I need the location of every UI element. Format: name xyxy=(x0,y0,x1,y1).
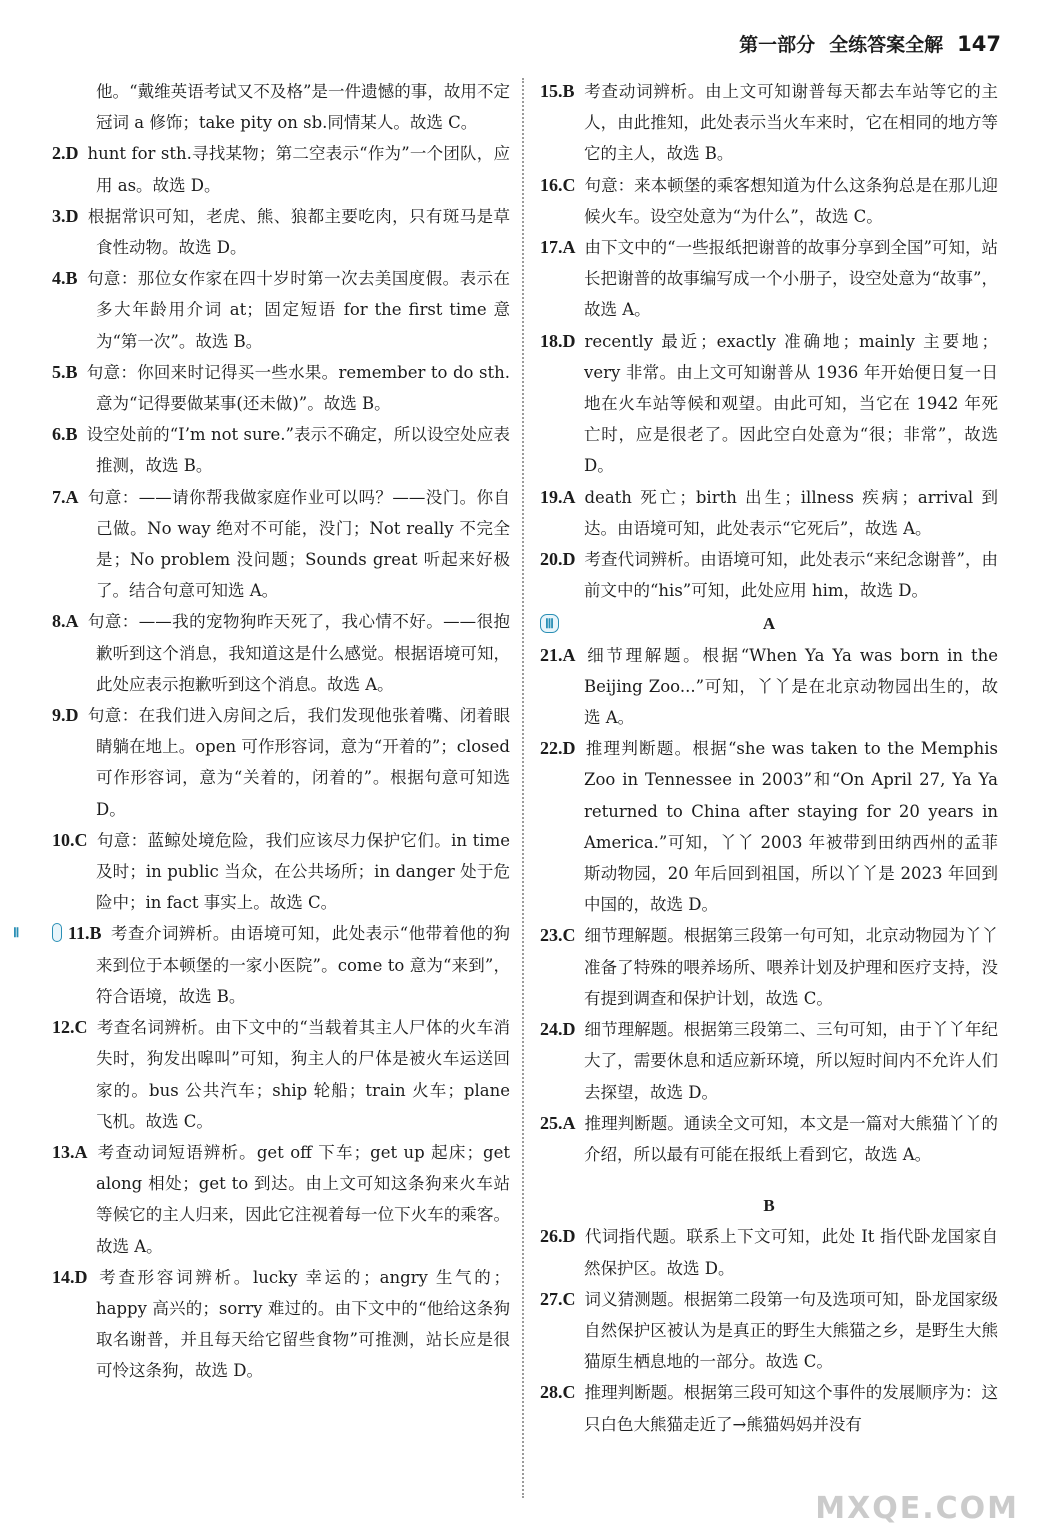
answer-entry xyxy=(52,1137,510,1262)
question-number: 17.A xyxy=(540,237,576,258)
question-number: 7.A xyxy=(52,486,79,507)
question-number: 13.A xyxy=(52,1141,88,1162)
answer-explanation: 他。“戴维英语考试又不及格”是一件遗憾的事，故用不定冠词 a 修饰；take pity on sb.同情某人。故选 C。 xyxy=(96,82,510,133)
answer-entry xyxy=(52,606,510,700)
answer-explanation: 设空处前的“I’m not sure.”表示不确定，所以设空处应表推测，故选 B。 xyxy=(86,425,510,476)
section-heading-label: B xyxy=(763,1196,775,1216)
answer-explanation: 考查动词短语辨析。get off 下车；get up 起床；get along 相处；get to 到达。由上文可知这条狗来火车站等候它的主人归来，因此它注视着每一位下火车的乘客。故选 A。 xyxy=(96,1142,510,1256)
watermark: MXQE.COM xyxy=(815,1491,1019,1526)
answer-entry xyxy=(52,482,510,607)
question-number: 14.D xyxy=(52,1266,88,1287)
question-number: 12.C xyxy=(52,1017,88,1038)
answer-entry xyxy=(52,201,510,263)
answer-explanation: 句意：——我的宠物狗昨天死了，我心情不好。——很抱歉听到这个消息，我知道这是什么感觉。根据语境可知，此处应表示抱歉听到这个消息。故选 A。 xyxy=(87,612,510,694)
question-number: 5.B xyxy=(52,361,78,382)
answer-entry xyxy=(540,1014,998,1108)
page-number: 147 xyxy=(957,32,1001,56)
question-number: 3.D xyxy=(52,205,79,226)
question-number: 15.B xyxy=(540,81,575,101)
right-column xyxy=(540,76,998,1440)
answer-entry xyxy=(52,357,510,419)
answer-entry xyxy=(52,700,510,825)
section-heading-label: A xyxy=(762,614,776,634)
question-number: 24.D xyxy=(540,1019,576,1040)
answer-entry xyxy=(52,825,510,919)
answer-entry xyxy=(540,1284,998,1378)
answer-entry xyxy=(13,918,510,1012)
answer-explanation: recently 最近；exactly 准确地；mainly 主要地；very 非常。由上文可知谢普从 1936 年开始便日复一日地在火车站等候和观望。由此可知，当它在 1942 年死亡时，应是很老了。因此空白处意为“很；非常”，故选 D。 xyxy=(584,331,998,476)
question-number: 23.C xyxy=(540,925,576,946)
question-number: 26.D xyxy=(540,1226,576,1247)
answer-entry xyxy=(52,419,510,481)
answer-entry xyxy=(540,170,998,232)
question-number: 27.C xyxy=(540,1288,576,1309)
answer-explanation: 句意：你回来时记得买一些水果。remember to do sth.意为“记得要做某事(还未做)”。故选 B。 xyxy=(86,362,510,414)
answer-entry xyxy=(52,138,510,200)
answer-entry xyxy=(540,482,998,544)
answer-explanation: 细节理解题。根据“When Ya Ya was born in the Beijing Zoo...”可知，丫丫是在北京动物园出生的，故选 A。 xyxy=(584,645,998,728)
answer-explanation: death 死亡；birth 出生；illness 疾病；arrival 到达。由语境可知，此处表示“它死后”，故选 A。 xyxy=(584,487,998,538)
answer-explanation: 细节理解题。根据第三段第二、三句可知，由于丫丫年纪大了，需要休息和适应新环境，所以短时间内不允许人们去探望，故选 D。 xyxy=(584,1020,998,1102)
section-badge: Ⅱ xyxy=(52,923,62,942)
answer-explanation: 考查名词辨析。由下文中的“当载着其主人尸体的火车消失时，狗发出嗥叫”可知，狗主人的尸体是被火车运送回家的。bus 公共汽车；ship 轮船；train 火车；plane 飞机。故选 C。 xyxy=(96,1018,510,1131)
answer-entry xyxy=(540,1221,998,1283)
answer-explanation: 句意：——请你帮我做家庭作业可以吗？——没门。你自己做。No way 绝对不可能，没门；Not really 不完全是；No problem 没问题；Sounds great 听起来好极了。结合句意可知选 A。 xyxy=(87,487,510,601)
question-number: 20.D xyxy=(540,549,576,570)
question-number: 28.C xyxy=(540,1382,576,1403)
section-heading xyxy=(540,608,998,639)
answer-entry xyxy=(540,544,998,606)
question-number: 11.B xyxy=(68,923,102,944)
answer-explanation: 代词指代题。联系上下文可知，此处 It 指代卧龙国家自然保护区。故选 D。 xyxy=(584,1227,998,1278)
answer-explanation: 考查形容词辨析。lucky 幸运的；angry 生气的；happy 高兴的；sorry 难过的。由下文中的“他给这条狗取名谢普，并且每天给它留些食物”可推测，站长应是很可怜这条狗，故选 D。 xyxy=(96,1267,510,1381)
answer-entry xyxy=(540,1108,998,1170)
section-badge: Ⅲ xyxy=(540,614,559,633)
answer-entry xyxy=(52,1262,510,1387)
question-number: 10.C xyxy=(52,829,88,850)
answer-explanation: 推理判断题。通读全文可知，本文是一篇对大熊猫丫丫的介绍，所以最有可能在报纸上看到它，故选 A。 xyxy=(584,1113,998,1164)
answer-entry xyxy=(540,920,998,1014)
answer-explanation: 考查介词辨析。由语境可知，此处表示“他带着他的狗来到位于本顿堡的一家小医院”。come to 意为“来到”，符合语境，故选 B。 xyxy=(96,924,510,1006)
answer-entry xyxy=(52,263,510,357)
question-number: 9.D xyxy=(52,705,79,726)
answer-explanation: 推理判断题。根据第三段可知这个事件的发展顺序为：这只白色大熊猫走近了→熊猫妈妈并没有 xyxy=(584,1383,998,1434)
header-title: 全练答案全解 xyxy=(829,34,944,56)
answer-explanation: 句意：蓝鲸处境危险，我们应该尽力保护它们。in time 及时；in public 当众，在公共场所；in danger 处于危险中；in fact 事实上。故选 C。 xyxy=(96,830,510,913)
question-number: 21.A xyxy=(540,644,576,665)
question-number: 2.D xyxy=(52,143,79,164)
answer-entry xyxy=(540,733,998,920)
answer-entry xyxy=(540,326,998,482)
page-header xyxy=(739,30,1001,57)
question-number: 22.D xyxy=(540,738,576,759)
header-section: 第一部分 xyxy=(739,34,816,56)
question-number: 6.B xyxy=(52,424,78,445)
column-divider xyxy=(522,78,524,1498)
question-number: 16.C xyxy=(540,174,576,195)
question-number: 25.A xyxy=(540,1112,576,1133)
answer-explanation: 考查动词辨析。由上文可知谢普每天都去车站等它的主人，由此推知，此处表示当火车来时，它在相同的地方等它的主人，故选 B。 xyxy=(583,82,998,164)
answer-explanation: 由下文中的“一些报纸把谢普的故事分享到全国”可知，站长把谢普的故事编写成一个小册子，设空处意为“故事”，故选 A。 xyxy=(584,238,998,320)
question-number: 4.B xyxy=(52,268,78,289)
answer-explanation: 句意：那位女作家在四十岁时第一次去美国度假。表示在多大年龄用介词 at；固定短语 for the first time 意为“第一次”。故选 B。 xyxy=(86,269,510,351)
question-number: 18.D xyxy=(540,330,576,351)
answer-explanation: hunt for sth.寻找某物；第二空表示“作为”一个团队，应用 as。故选 D。 xyxy=(87,144,510,195)
answer-explanation: 考查代词辨析。由语境可知，此处表示“来纪念谢普”，由前文中的“his”可知，此处应用 him，故选 D。 xyxy=(584,550,998,601)
answer-explanation: 推理判断题。根据“she was taken to the Memphis Zoo in Tennessee in 2003”和“On April 27, Ya Ya returned to China after staying for 20 years in America.”可知，丫丫 2003 年被带到田纳西州的孟菲斯动物园，20 年后回到祖国，所以丫丫是 2023 年回到中国的，故选 D。 xyxy=(584,739,998,915)
answer-explanation: 句意：来本顿堡的乘客想知道为什么这条狗总是在那儿迎候火车。设空处意为“为什么”，故选 C。 xyxy=(584,175,998,226)
answer-explanation: 词义猜测题。根据第二段第一句及选项可知，卧龙国家级自然保护区被认为是真正的野生大熊猫之乡，是野生大熊猫原生栖息地的一部分。故选 C。 xyxy=(584,1289,998,1372)
answer-explanation: 句意：在我们进入房间之后，我们发现他张着嘴、闭着眼睛躺在地上。open 可作形容词，意为“开着的”；closed 可作形容词，意为“关着的，闭着的”。根据句意可知选 D。 xyxy=(87,706,510,819)
answer-explanation: 根据常识可知，老虎、熊、狼都主要吃肉，只有斑马是草食性动物。故选 D。 xyxy=(87,206,510,258)
answer-entry xyxy=(540,640,998,734)
answer-explanation: 细节理解题。根据第三段第一句可知，北京动物园为丫丫准备了特殊的喂养场所、喂养计划及护理和医疗支持，没有提到调查和保护计划，故选 C。 xyxy=(584,926,998,1008)
section-heading xyxy=(540,1190,998,1221)
answer-entry xyxy=(52,1012,510,1137)
question-number: 19.A xyxy=(540,486,576,507)
question-number: 8.A xyxy=(52,611,79,632)
answer-entry xyxy=(540,1377,998,1439)
left-column xyxy=(13,76,510,1387)
answer-entry xyxy=(540,76,998,170)
answer-entry xyxy=(540,232,998,326)
answer-entry xyxy=(52,76,510,138)
